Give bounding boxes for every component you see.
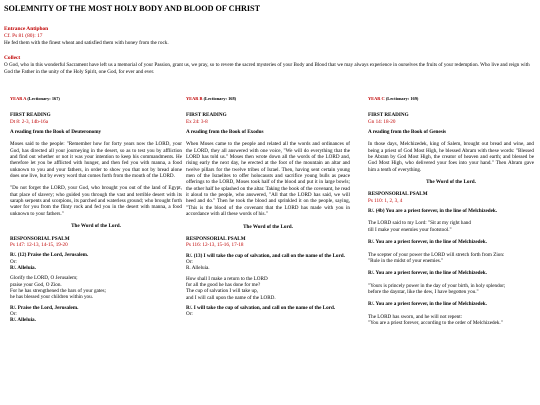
psalm-verse-line: praise your God, O Zion. bbox=[10, 281, 62, 288]
collect-heading: Collect bbox=[4, 55, 21, 61]
psalm-response: R/. I will take the cup of salvation, and call on the name of the Lord. bbox=[186, 304, 336, 311]
first-reading-reference: Gn 14: 18-20 bbox=[368, 118, 396, 125]
psalm-verse-line: The cup of salvation I will take up, bbox=[186, 288, 258, 295]
psalm-response: R/. (12) Praise the Lord, Jerusalem. bbox=[10, 252, 89, 259]
psalm-verse-line: till I make your enemies your footstool." bbox=[368, 226, 452, 233]
word-of-the-lord: The Word of the Lord. bbox=[71, 223, 121, 230]
psalm-verse-line: and I will call upon the name of the LORD. bbox=[186, 294, 276, 301]
year-label: YEAR A bbox=[10, 96, 27, 101]
year-b-column bbox=[186, 96, 350, 318]
reading-paragraph: When Moses came to the people and related all the words and ordinances of the LORD, they all answered with one voice, "We will do everything that the LORD has told us." Moses then wrote down all the words of the LORD and, rising early the next day, he erected at the foot of the mountain an altar and twelve pillars for the twelve tribes of Israel. Then, having sent certain young men of the Israelites to offer holocausts and sacrifice young bulls as peace offerings to the LORD, Moses took half of the blood and put it in large bowls; the other half he splashed on the altar. Taking the book of the covenant, he read it aloud to the people, who answered, "All that the LORD has said, we will heed and do." Then he took the blood and sprinkled it on the people, saying, "This is the blood of the covenant that the LORD has made with you in accordance with all these words of his." bbox=[186, 141, 350, 218]
psalm-response: R/. Praise the Lord, Jerusalem. bbox=[10, 304, 79, 311]
first-reading-label: FIRST READING bbox=[10, 112, 51, 119]
psalm-verse-line: How shall I make a return to the LORD bbox=[186, 275, 268, 282]
word-of-the-lord: The Word of the Lord. bbox=[426, 179, 476, 186]
psalm-response: R/. You are a priest forever, in the line of Melchizedek. bbox=[368, 301, 487, 308]
psalm-label: RESPONSORIAL PSALM bbox=[10, 235, 70, 242]
psalm-response: R/. You are a priest forever, in the line of Melchizedek. bbox=[368, 239, 487, 246]
entrance-antiphon-reference: Cf. Ps 81 (80): 17 bbox=[4, 33, 43, 39]
word-of-the-lord: The Word of the Lord. bbox=[243, 223, 293, 230]
psalm-label: RESPONSORIAL PSALM bbox=[186, 235, 246, 242]
reading-title: A reading from the Book of Exodus bbox=[186, 129, 264, 136]
year-a-heading bbox=[10, 96, 182, 102]
or-label: Or: bbox=[186, 311, 193, 318]
lectionary-number: (Lectionary: 169) bbox=[385, 96, 419, 101]
reading-paragraph: Moses said to the people: "Remember how for forty years now the LORD, your God, has directed all your journeying in the desert, so as to test you by affliction and find out whether or not it was your intention to keep his commandments. He therefore let you be afflicted with hunger, and then fed you with manna, a food unknown to you and your fathers, in order to show you that not by bread alone does one live, but by every word that comes forth from the mouth of the LORD. bbox=[10, 141, 182, 180]
reading-title: A reading from the Book of Genesis bbox=[368, 129, 447, 136]
psalm-verse-line: Glorify the LORD, O Jerusalem; bbox=[10, 275, 78, 282]
psalm-verse-line: The scepter of your power the LORD will stretch forth from Zion: bbox=[368, 251, 505, 258]
psalm-verse-line: The LORD has sworn, and he will not repent: bbox=[368, 313, 463, 320]
page-title: SOLEMNITY OF THE MOST HOLY BODY AND BLOOD OF CHRIST bbox=[4, 4, 261, 13]
psalm-verse-line: for all the good he has done for me? bbox=[186, 281, 261, 288]
psalm-verse-line: before the daystar, like the dew, I have begotten you." bbox=[368, 288, 479, 295]
collect-text: O God, who in this wonderful Sacrament have left us a memorial of your Passion, grant us, we pray, so to revere the sacred mysteries of your Body and Blood that we may always experience in ourselves the fruits of your redemption. Who live and reign with God the Father in the unity of the Holy Spirit, one God, for ever and ever. bbox=[4, 62, 530, 75]
psalm-verse-line: For he has strengthened the bars of your gates; bbox=[10, 287, 106, 294]
reading-title: A reading from the Book of Deuteronomy bbox=[10, 129, 102, 136]
year-label: YEAR C bbox=[368, 96, 385, 101]
or-label: Or: bbox=[186, 258, 193, 265]
first-reading-label: FIRST READING bbox=[186, 112, 227, 119]
year-b-heading bbox=[186, 96, 350, 102]
lectionary-number: (Lectionary: 168) bbox=[203, 96, 237, 101]
psalm-label: RESPONSORIAL PSALM bbox=[368, 191, 428, 198]
year-c-heading bbox=[368, 96, 534, 102]
psalm-response: R/. Alleluia. bbox=[10, 317, 36, 324]
psalm-verse-line: "Yours is princely power in the day of your birth, in holy splendor; bbox=[368, 282, 506, 289]
lectionary-number: (Lectionary: 167) bbox=[27, 96, 60, 101]
entrance-antiphon-heading: Entrance Antiphon bbox=[4, 26, 49, 32]
year-label: YEAR B bbox=[186, 96, 203, 101]
or-label: Or: bbox=[10, 310, 17, 317]
first-reading-reference: Dt 8: 2-3, 14b-16a bbox=[10, 118, 48, 125]
year-a-column bbox=[10, 96, 182, 324]
or-label: Or: bbox=[10, 258, 17, 265]
psalm-response: R/. You are a priest forever, in the line of Melchizedek. bbox=[368, 270, 487, 277]
reading-paragraph: "Do not forget the LORD, your God, who brought you out of the land of Egypt, that place of slavery; who guided you through the vast and terrible desert with its saraph serpents and scorpions, its parched and waterless ground; who brought forth water for you from the flinty rock and fed you in the desert with manna, a food unknown to your fathers." bbox=[10, 185, 182, 217]
psalm-response: R/. Alleluia. bbox=[10, 264, 36, 271]
psalm-response: R. Alleluia. bbox=[186, 265, 210, 272]
first-reading-reference: Ex 24: 3-8 bbox=[186, 118, 208, 125]
psalm-verse-line: "Rule in the midst of your enemies." bbox=[368, 257, 444, 264]
psalm-response: R/. (13) I will take the cup of salvation, and call on the name of the Lord. bbox=[186, 252, 345, 259]
psalm-reference: Ps 147: 12-13, 14-15, 19-20 bbox=[10, 241, 68, 248]
psalm-response: R/. (4b) You are a priest forever, in the line of Melchizedek. bbox=[368, 208, 498, 215]
psalm-reference: Ps 116: 12-13, 15-16, 17-18 bbox=[186, 242, 244, 249]
entrance-antiphon-text: He fed them with the finest wheat and satisfied them with honey from the rock. bbox=[4, 40, 169, 46]
psalm-reference: Ps 110: 1, 2, 3, 4 bbox=[368, 197, 403, 204]
year-c-column bbox=[368, 96, 534, 326]
first-reading-label: FIRST READING bbox=[368, 112, 409, 119]
psalm-verse-line: "You are a priest forever, according to the order of Melchizedek." bbox=[368, 319, 503, 326]
psalm-verse-line: The LORD said to my Lord: "Sit at my right hand bbox=[368, 220, 471, 227]
reading-paragraph: In those days, Melchizedek, king of Salem, brought out bread and wine, and being a priest of God Most High, he blessed Abram with these words: "Blessed be Abram by God Most High, the creator of heaven and earth; and blessed be God Most High, who delivered your foes into your hand." Then Abram gave him a tenth of everything. bbox=[368, 141, 534, 173]
psalm-verse-line: he has blessed your children within you. bbox=[10, 294, 93, 301]
